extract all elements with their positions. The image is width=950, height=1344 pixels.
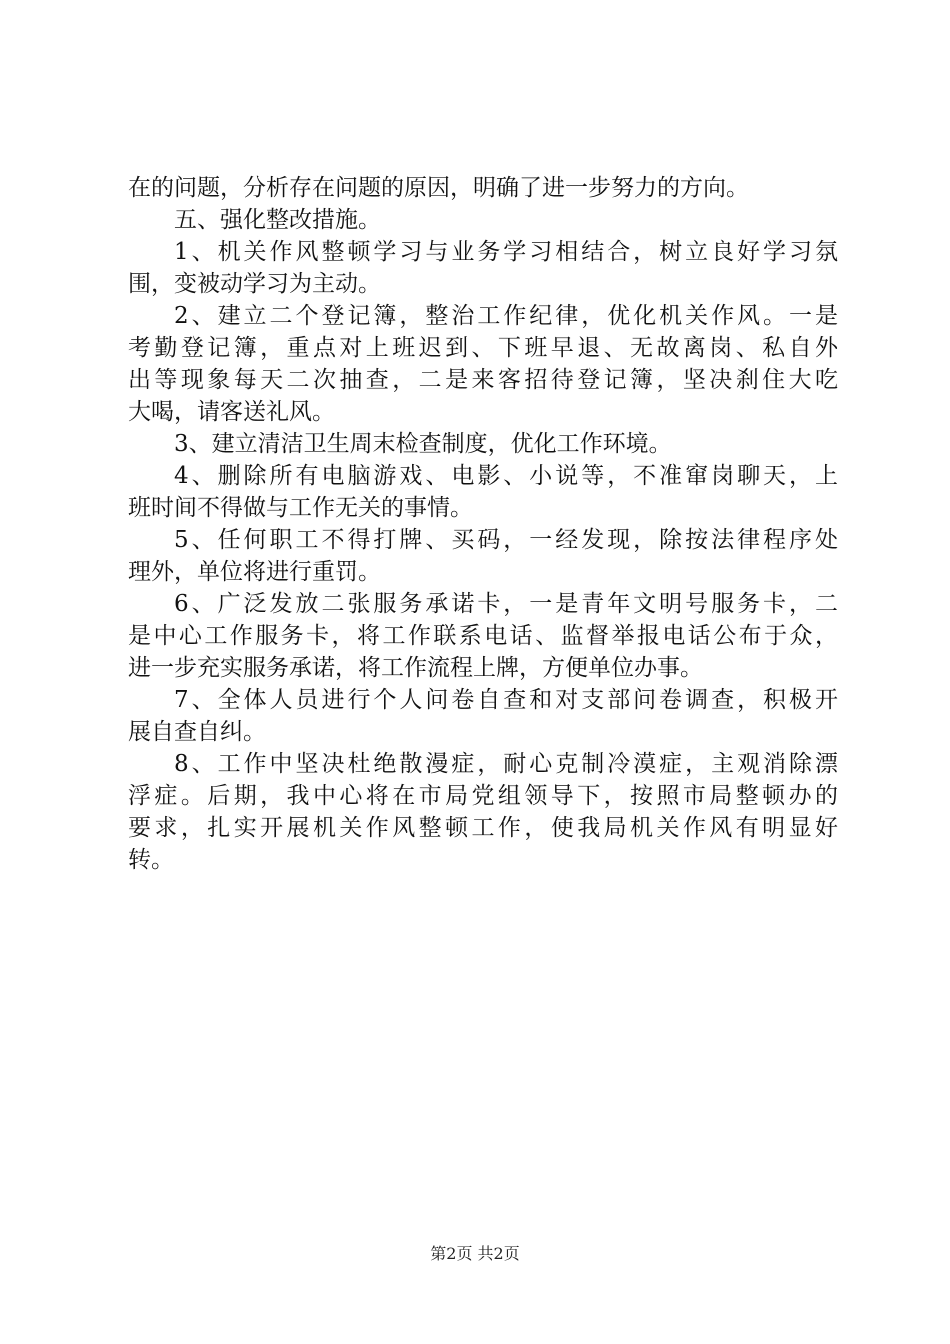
text-line: 班时间不得做与工作无关的事情。 (128, 495, 473, 521)
text-line: 7、全体人员进行个人问卷自查和对支部问卷调查，积极开 (174, 687, 838, 713)
text-line: 是中心工作服务卡，将工作联系电话、监督举报电话公布于众， (128, 623, 838, 649)
text-line: 4、删除所有电脑游戏、电影、小说等，不准窜岗聊天，上 (174, 463, 838, 489)
text-line: 出等现象每天二次抽查，二是来客招待登记簿，坚决刹住大吃 (128, 367, 838, 393)
page-footer: 第2页 共2页 (430, 1244, 520, 1263)
text-line: 五、强化整改措施。 (174, 207, 381, 233)
text-line: 进一步充实服务承诺，将工作流程上牌，方便单位办事。 (128, 655, 703, 681)
text-line: 大喝，请客送礼风。 (128, 399, 335, 425)
text-line: 6、广泛发放二张服务承诺卡，一是青年文明号服务卡，二 (174, 591, 838, 617)
text-line: 展自查自纠。 (128, 719, 266, 745)
text-line: 浮症。后期，我中心将在市局党组领导下，按照市局整顿办的 (128, 783, 838, 809)
text-line: 3、建立清洁卫生周末检查制度，优化工作环境。 (174, 431, 672, 457)
text-line: 围，变被动学习为主动。 (128, 271, 381, 297)
text-line: 考勤登记簿，重点对上班迟到、下班早退、无故离岗、私自外 (128, 335, 838, 361)
text-line: 要求，扎实开展机关作风整顿工作，使我局机关作风有明显好 (128, 815, 838, 841)
text-line: 在的问题，分析存在问题的原因，明确了进一步努力的方向。 (128, 175, 749, 201)
document-body (128, 172, 838, 876)
text-line: 1、机关作风整顿学习与业务学习相结合，树立良好学习氛 (174, 239, 838, 265)
text-line: 转。 (128, 847, 174, 873)
text-line: 理外，单位将进行重罚。 (128, 559, 381, 585)
text-line: 2、建立二个登记簿，整治工作纪律，优化机关作风。一是 (174, 303, 838, 329)
text-line: 5、任何职工不得打牌、买码，一经发现，除按法律程序处 (174, 527, 838, 553)
text-line: 8、工作中坚决杜绝散漫症，耐心克制冷漠症，主观消除漂 (174, 751, 838, 777)
